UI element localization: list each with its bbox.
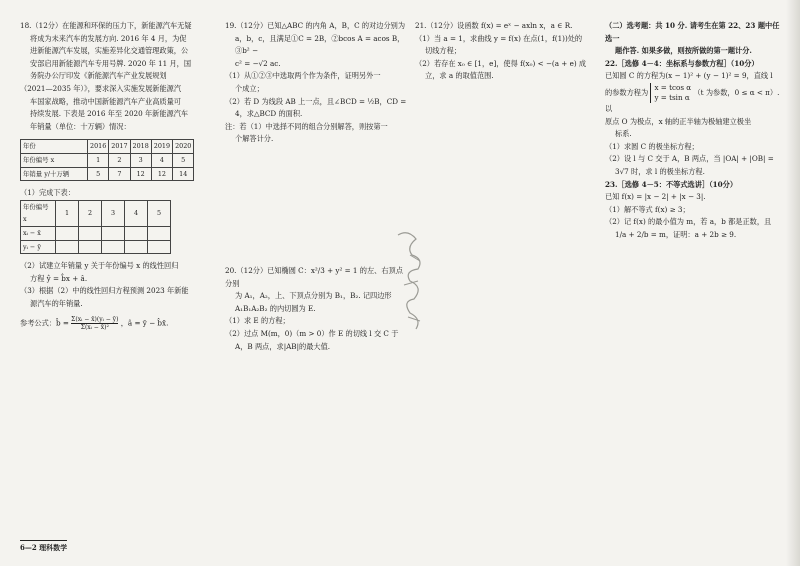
table-cell <box>56 240 79 254</box>
table-cell: 12 <box>151 167 172 181</box>
q21-line: 立，求 a 的取值范围. <box>425 71 494 81</box>
page-label: 6—2 理科数学 <box>20 540 67 553</box>
q22-line: 原点 O 为极点，x 轴的正半轴为极轴建立极坐 <box>605 116 752 126</box>
q19-line: c² = −√2 ac. <box>235 58 281 68</box>
q19-line: a，b，c，且满足①C = 2B，②bcos A = acos B，③b² − <box>235 33 405 56</box>
page-footer <box>20 540 67 553</box>
table-cell: 14 <box>173 167 194 181</box>
section-line: 题作答. 如果多做，则按所做的第一题计分. <box>615 46 752 56</box>
table-cell: 5 <box>173 153 194 167</box>
formula-label: 参考公式：b̂ = <box>20 318 69 328</box>
q18-part1: （1）完成下表： <box>20 188 75 198</box>
q19-text <box>225 20 408 146</box>
q22-line2-pre: 的参数方程为 <box>605 87 649 97</box>
table-cell: 12 <box>130 167 151 181</box>
table-cell: 2017 <box>109 140 130 154</box>
q18-line: 年销量（单位：十万辆）情况： <box>30 121 131 131</box>
page-edge <box>786 0 800 566</box>
q23-text <box>605 191 785 241</box>
table-cell: 年份编号 x <box>21 200 56 226</box>
q23-title: 23.［选修 4－5：不等式选讲］（10分） <box>605 179 738 189</box>
q22-line2-post: （t 为参数，0 ≤ α < π）. 以 <box>605 87 780 113</box>
table-cell <box>102 226 125 240</box>
q22-line: 3√7 时，求 l 的极坐标方程. <box>615 166 705 176</box>
q21-line: （1）当 a = 1，求曲线 y = f(x) 在点(1，f(1))处的 <box>415 33 583 43</box>
q18-text <box>20 20 215 133</box>
formula-numerator: Σ(xᵢ − x̄)(yᵢ − ȳ) <box>71 316 119 324</box>
table-cell: 年份编号 x <box>21 153 88 167</box>
q21-line: （2）若存在 x₀ ∈ [1，e]，使得 f(x₀) < −(a + e) 成 <box>415 58 587 68</box>
table-cell: 1 <box>88 153 109 167</box>
q18-line: 进新能源汽车发展，实施差异化交通管理政策，公 <box>30 46 189 56</box>
q19-line: （1）从①②③中选取两个作为条件，证明另外一 <box>225 71 381 81</box>
table-cell: 2020 <box>173 140 194 154</box>
section-line: （二）选考题：共 10 分. 请考生在第 22、23 题中任选一 <box>605 21 780 43</box>
q19-line: 个解答计分. <box>235 134 274 144</box>
reference-formula <box>20 316 215 331</box>
table-cell: 2 <box>79 200 102 226</box>
elective-instructions <box>605 20 785 58</box>
table-cell: 2016 <box>88 140 109 154</box>
q18-line: 持续发展. 下表是 2016 年至 2020 年新能源汽车 <box>30 109 189 119</box>
sales-table <box>20 139 194 181</box>
question-20 <box>225 265 408 353</box>
q22-parametric <box>650 83 691 103</box>
q23-line: （1）解不等式 f(x) ≥ 3； <box>605 204 690 214</box>
table-cell: 4 <box>151 153 172 167</box>
deviation-table <box>20 200 171 254</box>
q22-line: （2）设 l 与 C 交于 A，B 两点，当 |OA| + |OB| = <box>605 154 774 164</box>
q23-line: 已知 f(x) = |x − 2| + |x − 3|. <box>605 192 706 202</box>
q18-part3: （3）根据（2）中的线性回归方程预测 2023 年新能 <box>20 286 189 296</box>
q20-line: A，B 两点，求|AB|的最大值. <box>235 341 331 351</box>
q18-line: 将成为未来汽车的发展方向. 2016 年 4 月，为促 <box>30 33 187 43</box>
q22-text <box>605 116 785 179</box>
table-cell: 3 <box>130 153 151 167</box>
q22-line: 标系. <box>615 129 632 139</box>
q20-line: 为 A₁，A₂，上、下顶点分别为 B₁，B₂. 记四边形 <box>235 291 392 301</box>
q22-line: （1）求圆 C 的极坐标方程； <box>605 141 699 151</box>
handwritten-mark-icon <box>390 225 432 345</box>
table-cell <box>56 226 79 240</box>
table-cell: 年份 <box>21 140 88 154</box>
q19-line: 注：若（1）中选择不同的组合分别解答，则按第一 <box>225 121 388 131</box>
q19-line: （2）若 D 为线段 AB 上一点，且∠BCD = ½B，CD = <box>225 96 407 106</box>
q23-line: 1/a + 2/b = m，证明：a + 2b ≥ 9. <box>615 229 737 239</box>
q23-line: （2）记 f(x) 的最小值为 m，若 a，b 都是正数，且 <box>605 217 772 227</box>
q21-line: 21.（12分）设函数 f(x) = eˣ − axln x，a ∈ R. <box>415 21 573 30</box>
table-cell: 1 <box>56 200 79 226</box>
table-cell: 3 <box>102 200 125 226</box>
q20-line: （1）求 E 的方程； <box>225 316 290 326</box>
table-cell: yᵢ − ȳ <box>21 240 56 254</box>
elective-section <box>605 20 785 242</box>
q22-param-y: y = tsin α <box>654 92 690 102</box>
q18-line: 安部启用新能源汽车专用号牌. 2020 年 11 月，国 <box>30 58 192 68</box>
q20-line: 20.（12分）已知椭圆 C：x²/3 + y² = 1 的左、右顶点分别 <box>225 266 403 288</box>
table-cell <box>79 240 102 254</box>
q18-line: 务院办公厅印发《新能源汽车产业发展规划 <box>30 71 167 81</box>
q18-line: （2021—2035 年）》，要求深入实施发展新能源汽 <box>20 83 182 93</box>
table-cell: xᵢ − x̄ <box>21 226 56 240</box>
table-cell: 7 <box>109 167 130 181</box>
q22-line1: 已知圆 C 的方程为(x − 1)² + (y − 1)² = 9，直线 l <box>605 71 773 81</box>
table-cell <box>148 226 171 240</box>
q18-part2-cont: 方程 ŷ = b̂x + â. <box>30 273 88 283</box>
table-cell: 年销量 y/十万辆 <box>21 167 88 181</box>
table-cell <box>148 240 171 254</box>
table-cell: 4 <box>125 200 148 226</box>
q21-line: 切线方程； <box>425 46 461 56</box>
formula-fraction <box>71 316 118 331</box>
q18-part3-cont: 源汽车的年销量. <box>30 298 83 308</box>
table-cell <box>125 226 148 240</box>
table-cell <box>79 226 102 240</box>
q20-line: （2）过点 M(m，0)（m > 0）作 E 的切线 l 交 C 于 <box>225 328 399 338</box>
q19-line: 4，求△BCD 的面积. <box>235 109 303 119</box>
q22-line2 <box>605 83 785 116</box>
q18-part2: （2）试建立年销量 y 关于年份编号 x 的线性回归 <box>20 261 179 271</box>
table-cell: 5 <box>88 167 109 181</box>
q18-line: 车国家战略，推动中国新能源汽车产业高质量可 <box>30 96 181 106</box>
table-cell: 2019 <box>151 140 172 154</box>
table-cell <box>125 240 148 254</box>
q20-line: A₁B₁A₂B₂ 的内切圆为 E. <box>235 303 316 313</box>
question-21 <box>415 20 598 83</box>
table-cell: 2018 <box>130 140 151 154</box>
table-cell <box>102 240 125 254</box>
q22-param-x: x = tcos α <box>654 82 692 92</box>
q19-line: 个成立； <box>235 83 264 93</box>
q20-text <box>225 265 408 353</box>
q18-line: 18.（12分）在能源和环保的压力下，新能源汽车无疑 <box>20 21 192 30</box>
table-cell: 2 <box>109 153 130 167</box>
formula-denominator: Σ(xᵢ − x̄)² <box>80 324 109 332</box>
q19-line: 19.（12分）已知△ABC 的内角 A，B，C 的对边分别为 <box>225 21 406 30</box>
table-cell: 5 <box>148 200 171 226</box>
q21-text <box>415 20 598 83</box>
question-18 <box>20 20 215 331</box>
question-19 <box>225 20 408 146</box>
q22-title: 22.［选修 4－4：坐标系与参数方程］（10分） <box>605 58 759 68</box>
formula-tail: ，â = ȳ − b̂x̄. <box>120 318 169 328</box>
